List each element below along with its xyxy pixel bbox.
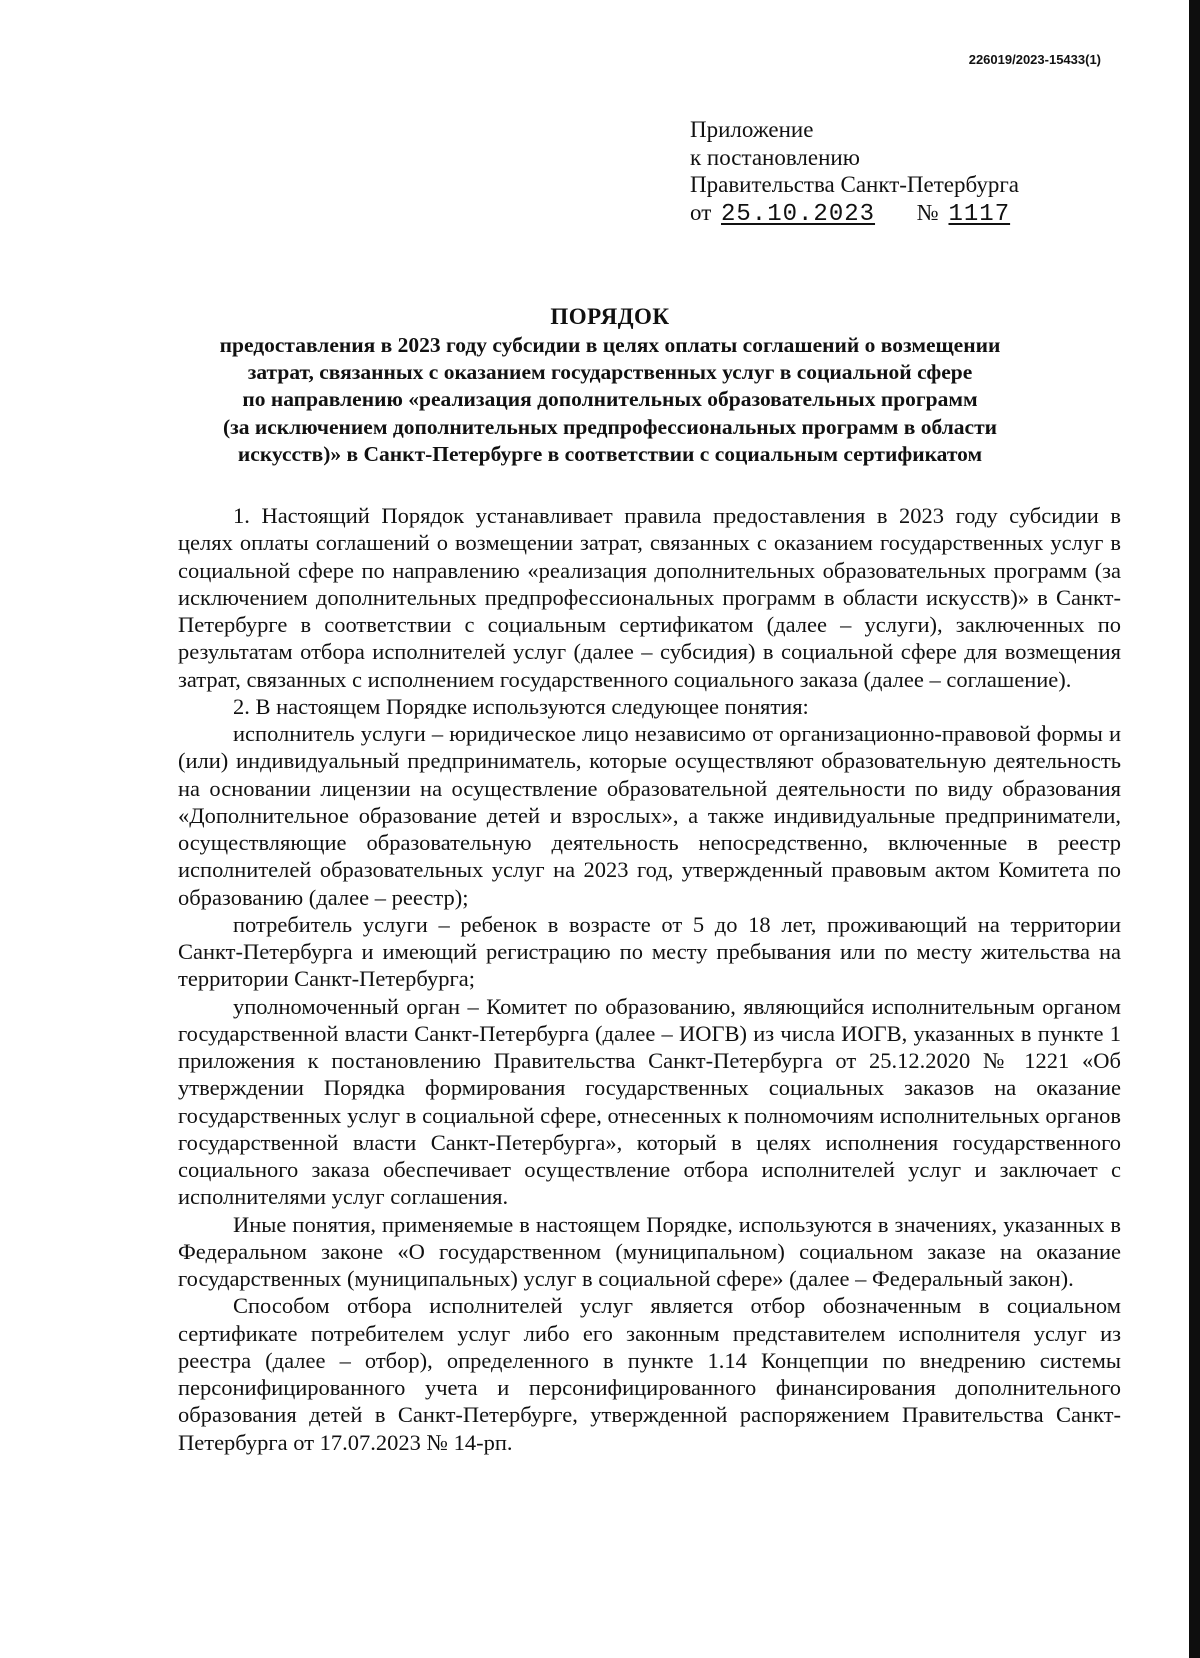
annex-header [690, 116, 1019, 228]
subtitle-line: затрат, связанных с оказанием государственных услуг в социальной сфере [247, 360, 973, 385]
document-title-block [190, 302, 1030, 468]
subtitle-line: по направлению «реализация дополнительных образовательных программ [242, 387, 978, 412]
annex-line-1: Приложение [690, 117, 814, 142]
paragraph: Способом отбора исполнителей услуг является отбор обозначенным в социальном сертификате потребителем услуг либо его законным представителем исполнителя услуг из реестра (далее – отбор), определенного в пункте 1.14 Концепции по внедрению системы персонифицированного учета и персонифицированного финансирования дополнительного образования детей в Санкт-Петербурге, утвержденной распоряжением Правительства Санкт-Петербурга от 17.07.2023 № 14-рп. [178, 1293, 1121, 1455]
paragraph: потребитель услуги – ребенок в возрасте от 5 до 18 лет, проживающий на территории Санкт-Петербурга и имеющий регистрацию по месту пребывания или по месту жительства на территории Санкт-Петербурга; [178, 911, 1121, 992]
annex-date: 25.10.2023 [721, 200, 876, 228]
document-subtitle [190, 332, 1030, 468]
subtitle-line: предоставления в 2023 году субсидии в целях оплаты соглашений о возмещении [219, 333, 1001, 357]
document-id: 226019/2023-15433(1) [968, 52, 1101, 67]
document-title: ПОРЯДОК [550, 304, 670, 329]
annex-from-label: от [690, 199, 712, 225]
paragraph: исполнитель услуги – юридическое лицо независимо от организационно-правовой формы и (или) индивидуальный предприниматель, которые осуществляют образовательную деятельность на основании лицензии на осуществление образовательной деятельности по виду образования «Дополнительное образование детей и взрослых», а также индивидуальные предприниматели, осуществляющие образовательную деятельность непосредственно, включенные в реестр исполнителей образовательных услуг на 2023 год, утвержденный правовым актом Комитета по образованию (далее – реестр); [178, 721, 1121, 910]
paragraph: 1. Настоящий Порядок устанавливает правила предоставления в 2023 году субсидии в целях оплаты соглашений о возмещении затрат, связанных с оказанием государственных услуг в социальной сфере по направлению «реализация дополнительных образовательных программ (за исключением дополнительных предпрофессиональных программ в области искусств)» в Санкт-Петербурге в соответствии с социальным сертификатом (далее – услуги), заключенных по результатам отбора исполнителей услуг (далее – субсидия) в социальной сфере для возмещения затрат, связанных с исполнением государственного социального заказа (далее – соглашение). [178, 503, 1121, 692]
paragraph: Иные понятия, применяемые в настоящем Порядке, используются в значениях, указанных в Федеральном законе «О государственном (муниципальном) социальном заказе на оказание государственных (муниципальных) услуг в социальной сфере» (далее – Федеральный закон). [178, 1211, 1121, 1291]
subtitle-line: (за исключением дополнительных предпрофессиональных программ в области [222, 414, 998, 439]
document-body [178, 502, 1121, 1456]
annex-date-line [690, 199, 1019, 229]
subtitle-line: искусств)» в Санкт-Петербурге в соответствии с социальным сертификатом [237, 441, 983, 466]
annex-line-2: к постановлению [690, 144, 860, 170]
paragraph: 2. В настоящем Порядке используются следующее понятия: [233, 693, 809, 719]
annex-line-3: Правительства Санкт-Петербурга [690, 172, 1019, 197]
annex-number-label: № [916, 199, 939, 225]
annex-number: 1117 [948, 200, 1011, 228]
scan-edge [1189, 0, 1200, 1658]
paragraph: уполномоченный орган – Комитет по образованию, являющийся исполнительным органом государственной власти Санкт-Петербурга (далее – ИОГВ) из числа ИОГВ, указанных в пункте 1 приложения к постановлению Правительства Санкт-Петербурга от 25.12.2020 № 1221 «Об утверждении Порядка формирования государственных социальных заказов на оказание государственных услуг в социальной сфере, отнесенных к полномочиям исполнительных органов государственной власти Санкт-Петербурга», который в целях исполнения государственного социального заказа обеспечивает осуществление отбора исполнителей услуг и заключает с исполнителями услуг соглашения. [178, 993, 1121, 1210]
